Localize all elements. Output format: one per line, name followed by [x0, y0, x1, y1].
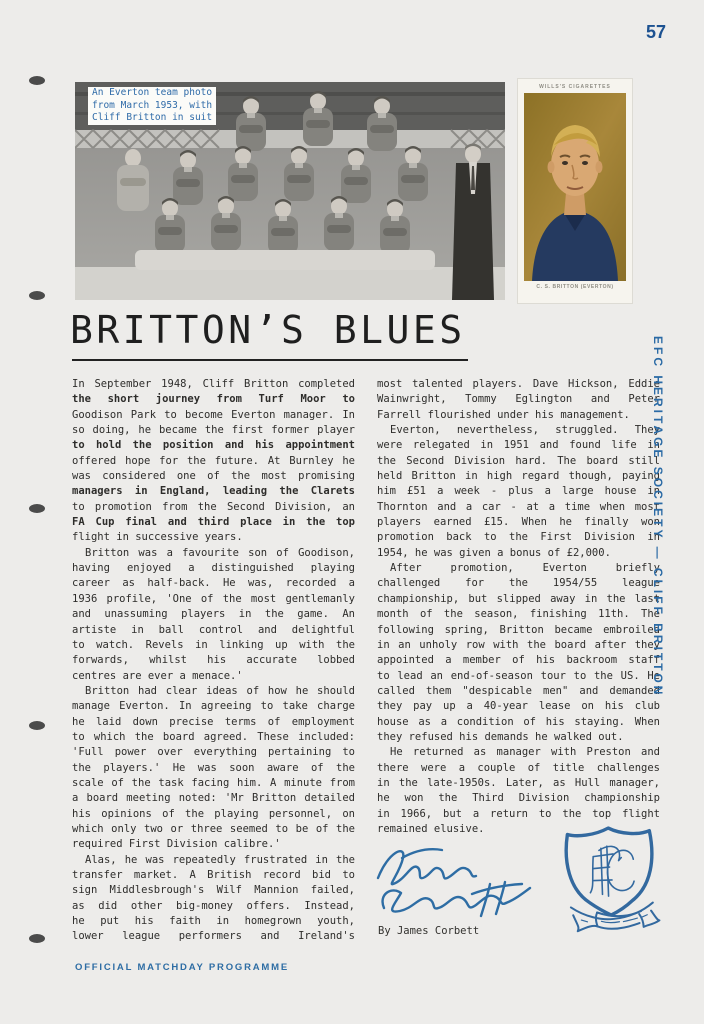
binding-dot: [29, 76, 45, 85]
article-line: scale of the task facing him. A minute from: [72, 776, 355, 789]
article-line: a board meeting noted: 'Mr Britton detailed: [72, 792, 355, 805]
article-line: was considered one of the most promising: [72, 470, 355, 483]
article-line: 'Full power over everything pertaining to: [72, 746, 355, 759]
article-line: as did other big-money offers. Instead,: [72, 899, 355, 912]
article-line: in an unholy row with the board after they: [377, 638, 660, 651]
article-line: the short journey from Turf Moor to: [72, 393, 355, 406]
article-line: Wainwright, Tommy Eglington and Peter: [377, 393, 660, 406]
article-line: which only two or three seemed to be of the: [72, 822, 355, 835]
article-line: championship, but slipped away in the last: [377, 592, 660, 605]
article-line: were relegated in 1951 and found life in: [377, 439, 660, 452]
binding-dot: [29, 504, 45, 513]
article-line: required First Division calibre.': [72, 838, 281, 851]
article-line: artiste in ball control and delightful: [72, 623, 355, 636]
article-line: In September 1948, Cliff Britton completed: [72, 378, 355, 390]
article-line: sign Middlesbrough's Wilf Mannion failed,: [72, 884, 355, 897]
article-title: BRITTON’S BLUES: [70, 308, 466, 352]
article-line: promotion back to the First Division in: [377, 531, 660, 544]
article-line: forwards, whilst his accurate lobbed: [72, 654, 355, 667]
article-line: remained elusive.: [377, 822, 485, 835]
article-column-left: [72, 377, 355, 945]
article-line: Britton had clear ideas of how he should: [85, 684, 355, 697]
article-line: offered hope for the future. At Burnley he: [72, 454, 355, 467]
cigarette-card: [517, 78, 633, 304]
efc-crest-sketch: [554, 818, 668, 942]
sidebar-vertical-label: EFC HERITAGE SOCIETY — CLIFF BRITTON: [651, 336, 665, 698]
article-line: to watch. Revels in linking up with the: [72, 638, 355, 651]
title-rule: [72, 359, 468, 361]
article-line: players earned £15. When he finally won: [377, 516, 660, 529]
photo-caption: [88, 87, 216, 125]
article-line: held Britton in high regard though, paying: [377, 470, 660, 483]
article-line: to promotion from the Second Division, an: [72, 500, 355, 513]
article-line: He returned as manager with Preston and: [390, 746, 660, 759]
article-line: Alas, he was repeatedly frustrated in the: [85, 853, 355, 866]
cigarette-card-caption: C. S. BRITTON (EVERTON): [536, 284, 614, 290]
article-line: appointed a member of his backroom staff: [377, 654, 660, 667]
article-line: him £51 a week - plus a large house in: [377, 485, 660, 498]
article-line: centres are ever a menace.': [72, 669, 243, 682]
article-line: having enjoyed a distinguished playing: [72, 562, 355, 575]
article-line: 1954, he was given a bonus of £2,000.: [377, 546, 611, 559]
page-number: 57: [646, 22, 667, 42]
article-line: challenged for the 1954/55 league: [377, 577, 660, 590]
article-line: following spring, Britton became embroiled: [377, 623, 660, 636]
article-line: Everton, nevertheless, struggled. They: [390, 424, 660, 437]
article-line: he put his faith in homegrown youth,: [72, 915, 355, 928]
article-line: career as half-back. He was, recorded a: [72, 577, 355, 590]
footer-label: OFFICIAL MATCHDAY PROGRAMME: [75, 962, 289, 973]
photo-caption-line: Cliff Britton in suit: [88, 112, 216, 125]
article-line: FA Cup final and third place in the top: [72, 516, 355, 529]
article-line: the players.' He was soon aware of the: [72, 761, 355, 774]
article-line: the Second Division hard. The board still: [377, 454, 660, 467]
binding-dot: [29, 934, 45, 943]
article-line: 1936 profile, 'One of the most gentlemanly: [72, 592, 355, 605]
byline: By James Corbett: [378, 925, 480, 937]
article-line: to which the board agreed. These included:: [72, 730, 355, 743]
article-line: to hold the position and his appointment: [72, 439, 355, 452]
article-line: they refused his demands he walked out.: [377, 730, 624, 743]
article-line: his opinions of the playing personnel, on: [72, 807, 355, 820]
article-line: and unassuming players in the game. An: [72, 608, 355, 621]
article-line: called them "despicable men" and demanded: [377, 684, 660, 697]
article-line: to lead an end-of-season tour to the US. He: [377, 669, 660, 682]
team-photo: [75, 82, 505, 300]
binding-dot: [29, 291, 45, 300]
player-portrait-illustration: [524, 93, 626, 281]
article-line: he laid down precise terms of employment: [72, 715, 355, 728]
article-line: lower league performers and Ireland's: [72, 930, 355, 943]
signature-handwriting: [372, 838, 542, 930]
article-line: house as a condition of his staying. When: [377, 715, 660, 728]
article-line: Goodison Park to become Everton manager. In: [72, 408, 355, 421]
article-column-right: [377, 377, 660, 837]
article-line: there were a couple of title challenges: [377, 761, 660, 774]
article-line: Britton was a favourite son of Goodison,: [85, 546, 355, 559]
article-line: so doing, he became the first former player: [72, 424, 355, 437]
article-line: in the late-1950s. Later, as Hull manager,: [377, 776, 660, 789]
article-line: After promotion, Everton briefly: [390, 562, 660, 575]
article-line: manage Everton. In agreeing to take charge: [72, 700, 355, 713]
article-line: Farrell flourished under his management.: [377, 408, 630, 421]
article-line: transfer market. A British record bid to: [72, 869, 355, 881]
article-line: flight in successive years.: [72, 531, 243, 544]
article-line: he won the Third Division championship: [377, 792, 660, 805]
article-line: most talented players. Dave Hickson, Eddie: [377, 378, 660, 390]
binding-dot: [29, 721, 45, 730]
article-line: month of the season, finishing 11th. The: [377, 608, 660, 621]
article-line: Thornton and a car - at a time when most: [377, 500, 660, 513]
cigarette-card-header: WILLS'S CIGARETTES: [539, 84, 611, 90]
article-line: in 1966, but a return to the top flight: [377, 807, 660, 820]
article-line: they pay up a 40-year lease on his club: [377, 700, 660, 713]
photo-caption-line: An Everton team photo: [88, 87, 216, 100]
photo-caption-line: from March 1953, with: [88, 100, 216, 113]
article-line: managers in England, leading the Clarets: [72, 485, 355, 498]
